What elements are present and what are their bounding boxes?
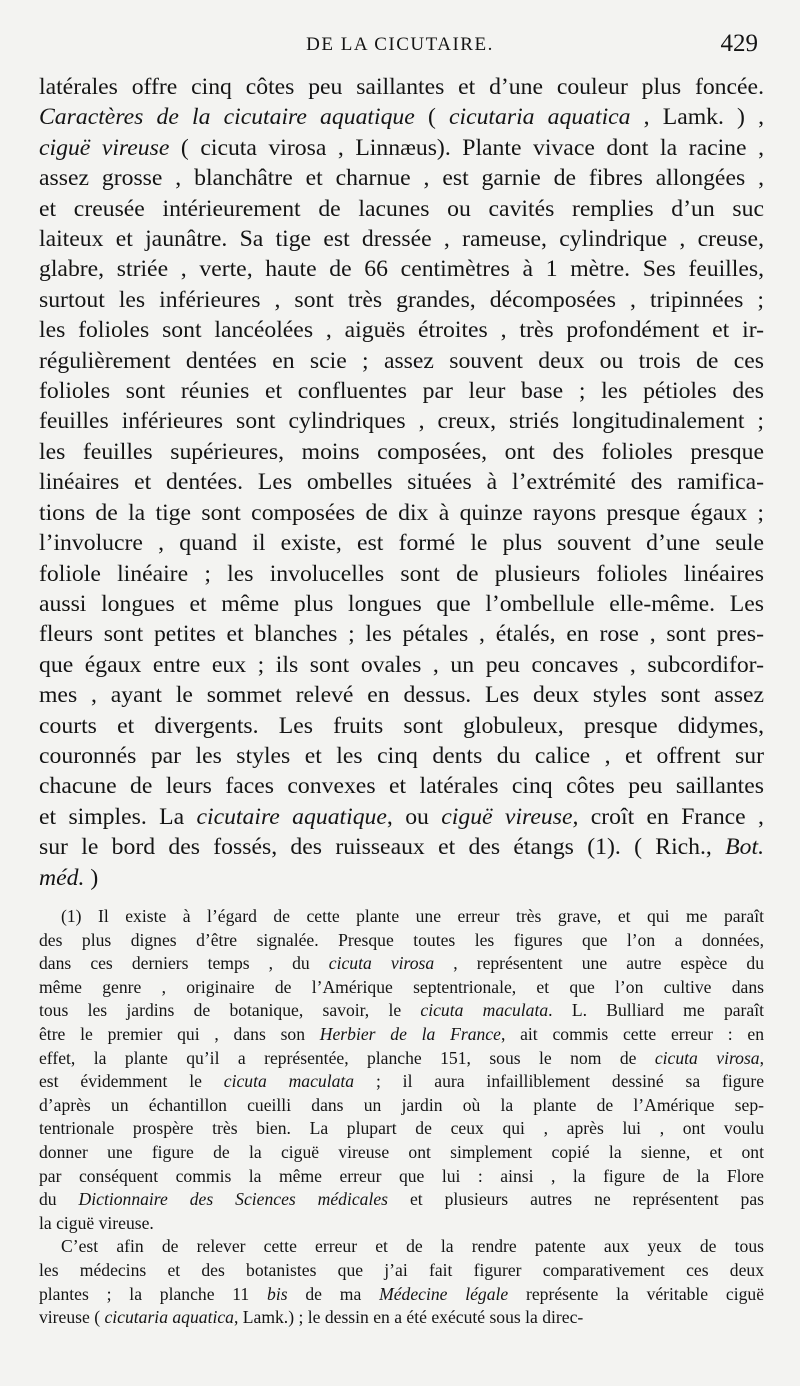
- text-line: linéaires et dentées. Les ombelles situées à l’extrémité des ramifica-: [39, 469, 764, 496]
- footnote-line: donner une figure de la ciguë vireuse ont simplement copié la sienne, et ont: [39, 1141, 764, 1162]
- footnote-line: est évidemment le cicuta maculata ; il aura infailliblement dessiné sa figure: [39, 1071, 765, 1092]
- text-line: glabre, striée , verte, haute de 66 centimètres à 1 mètre. Ses feuilles,: [39, 256, 764, 283]
- footnote-line: (1) Il existe à l’égard de cette plante une erreur très grave, et qui me paraît: [61, 906, 764, 926]
- footnote-line: vireuse ( cicutaria aquatica, Lamk.) ; le dessin en a été exécuté sous la direc-: [39, 1307, 584, 1328]
- running-title: DE LA CICUTAIRE.: [306, 34, 494, 55]
- text-line: feuilles inférieures sont cylindriques , creux, striés longitudinalement ;: [39, 408, 764, 435]
- footnote-line: être le premier qui , dans son Herbier de la France, ait commis cette erreur : en: [39, 1023, 764, 1044]
- text-line: laiteux et jaunâtre. Sa tige est dressée , rameuse, cylindrique , creuse,: [39, 226, 764, 253]
- footnote-line: des plus dignes d’être signalée. Presque toutes les figures que l’on a données,: [39, 929, 764, 950]
- text-line: assez grosse , blanchâtre et charnue , est garnie de fibres allongées ,: [39, 165, 764, 192]
- footnote-line: effet, la plante qu’il a représentée, planche 151, sous le nom de cicuta virosa,: [39, 1047, 764, 1068]
- page-number: 429: [720, 30, 758, 57]
- text-line: courts et divergents. Les fruits sont globuleux, presque didymes,: [39, 712, 764, 739]
- text-line: surtout les inférieures , sont très grandes, décomposées , tripinnées ;: [39, 286, 764, 313]
- footnote-block: [39, 905, 764, 1330]
- footnote-line: tentrionale prospère très bien. La plupart de ceux qui , après lui , ont voulu: [39, 1118, 764, 1139]
- text-line: chacune de leurs faces convexes et latérales cinq côtes peu saillantes: [39, 773, 764, 800]
- footnote-line: la ciguë vireuse.: [39, 1212, 154, 1233]
- text-line: tions de la tige sont composées de dix à quinze rayons presque égaux ;: [39, 499, 764, 526]
- footnote-line: plantes ; la planche 11 bis de ma Médecine légale représente la véritable ciguë: [39, 1283, 765, 1304]
- footnote-line: tous les jardins de botanique, savoir, le cicuta maculata. L. Bulliard me paraît: [39, 1000, 764, 1021]
- main-text: [39, 72, 764, 893]
- text-line: fleurs sont petites et blanches ; les pétales , étalés, en rose , sont pres-: [39, 621, 764, 648]
- footnote-line: par conséquent commis la même erreur que lui : ainsi , la figure de la Flore: [39, 1165, 764, 1186]
- footnote-line: du Dictionnaire des Sciences médicales et plusieurs autres ne représentent pas: [39, 1189, 764, 1210]
- text-line: foliole linéaire ; les involucelles sont de plusieurs folioles linéaires: [39, 560, 764, 587]
- text-line: et creusée intérieurement de lacunes ou cavités remplies d’un suc: [39, 195, 764, 222]
- footnote-line: C’est afin de relever cette erreur et de la rendre patente aux yeux de tous: [61, 1236, 764, 1257]
- page-header: [0, 30, 800, 64]
- text-line: régulièrement dentées en scie ; assez souvent deux ou trois de ces: [39, 347, 764, 374]
- text-line: l’involucre , quand il existe, est formé le plus souvent d’une seule: [39, 530, 764, 557]
- footnote-line: dans ces derniers temps , du cicuta virosa , représentent une autre espèce du: [39, 953, 764, 974]
- text-line: ciguë vireuse ( cicuta virosa , Linnæus). Plante vivace dont la racine ,: [39, 134, 765, 161]
- text-line: aussi longues et même plus longues que l’ombellule elle-même. Les: [39, 590, 764, 617]
- text-line: folioles sont réunies et confluentes par leur base ; les pétioles des: [39, 378, 764, 405]
- text-line: les feuilles supérieures, moins composées, ont des folioles presque: [39, 438, 764, 465]
- text-line: latérales offre cinq côtes peu saillantes et d’une couleur plus foncée.: [39, 74, 764, 100]
- text-line: méd. ): [39, 864, 99, 891]
- footnote-line: les médecins et des botanistes que j’ai fait figurer comparativement ces deux: [39, 1259, 764, 1280]
- footnote-line: même genre , originaire de l’Amérique septentrionale, et que l’on cultive dans: [39, 976, 764, 997]
- footnote-line: d’après un échantillon cueilli dans un jardin où la plante de l’Amérique sep-: [39, 1094, 764, 1115]
- text-line: que égaux entre eux ; ils sont ovales , un peu concaves , subcordifor-: [39, 651, 764, 678]
- text-line: sur le bord des fossés, des ruisseaux et des étangs (1). ( Rich., Bot.: [39, 834, 764, 861]
- text-line: mes , ayant le sommet relevé en dessus. Les deux styles sont assez: [39, 682, 764, 709]
- text-line: couronnés par les styles et les cinq dents du calice , et offrent sur: [39, 742, 764, 769]
- text-line: Caractères de la cicutaire aquatique ( cicutaria aquatica , Lamk. ) ,: [39, 104, 764, 131]
- text-line: et simples. La cicutaire aquatique, ou ciguë vireuse, croît en France ,: [39, 803, 764, 830]
- text-line: les folioles sont lancéolées , aiguës étroites , très profondément et ir-: [39, 317, 764, 344]
